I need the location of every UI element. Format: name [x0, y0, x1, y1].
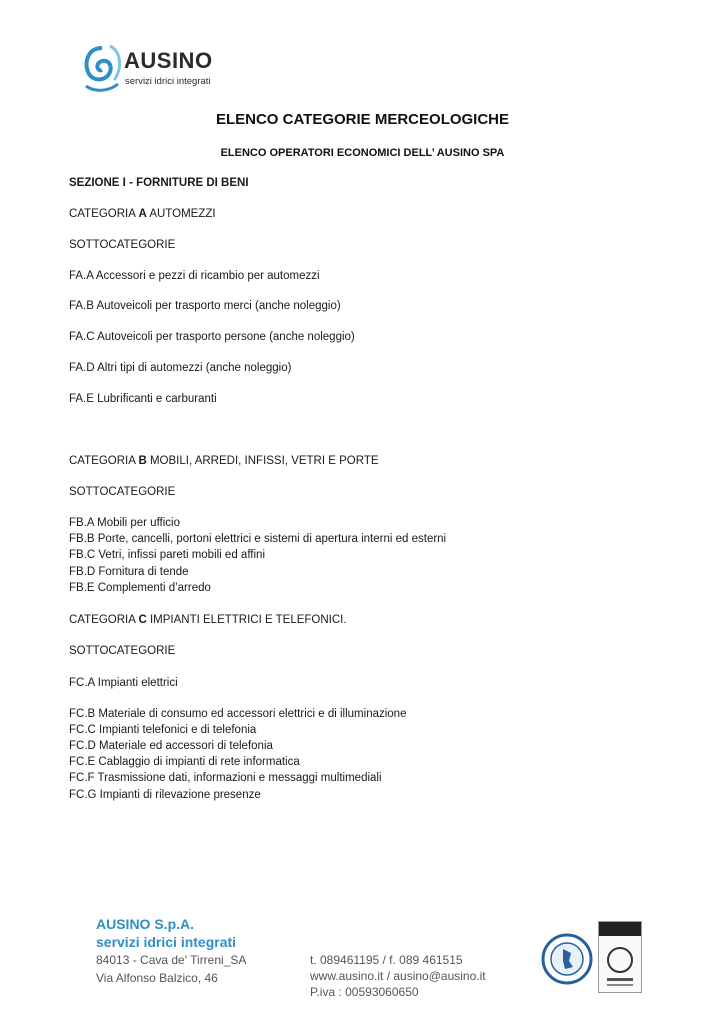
page-subtitle: ELENCO OPERATORI ECONOMICI DELL’ AUSINO SPA	[220, 147, 505, 159]
category-letter: A	[138, 208, 147, 220]
footer-address-2: Via Alfonso Balzico, 46	[96, 971, 218, 985]
list-item: FA.D Altri tipi di automezzi (anche noleggio)	[69, 362, 292, 374]
category-b-heading	[69, 455, 379, 467]
list-item: FA.B Autoveicoli per trasporto merci (anche noleggio)	[69, 300, 341, 312]
kiwa-mark-icon	[599, 936, 641, 992]
page-title: ELENCO CATEGORIE MERCEOLOGICHE	[215, 111, 510, 128]
list-item: FA.C Autoveicoli per trasporto persone (anche noleggio)	[69, 331, 355, 343]
ausino-logo	[80, 40, 245, 108]
list-item: FC.C Impianti telefonici e di telefonia	[69, 724, 257, 736]
list-item: FC.A Impianti elettrici	[69, 677, 178, 689]
list-item: FB.B Porte, cancelli, portoni elettrici e sistemi di apertura interni ed esterni	[69, 533, 447, 545]
list-item: FC.G Impianti di rilevazione presenze	[69, 789, 261, 801]
category-b-sublabel: SOTTOCATEGORIE	[69, 486, 176, 498]
list-item: FA.A Accessori e pezzi di ricambio per automezzi	[69, 270, 320, 282]
footer-company: AUSINO S.p.A.	[96, 916, 195, 932]
section-heading: SEZIONE I - FORNITURE DI BENI	[69, 177, 249, 189]
ausino-wave-logo-icon	[80, 40, 124, 100]
footer-address-1: 84013 - Cava de' Tirreni_SA	[96, 953, 247, 967]
list-item: FC.F Trasmissione dati, informazioni e messaggi multimediali	[69, 772, 382, 784]
category-prefix: CATEGORIA	[69, 208, 136, 220]
list-item: FC.D Materiale ed accessori di telefonia	[69, 740, 273, 752]
category-c-heading	[69, 614, 347, 626]
list-item: FA.E Lubrificanti e carburanti	[69, 393, 217, 405]
category-letter: B	[138, 455, 147, 467]
category-a-sublabel: SOTTOCATEGORIE	[69, 239, 176, 251]
category-prefix: CATEGORIA	[69, 455, 136, 467]
category-c-sublabel: SOTTOCATEGORIE	[69, 645, 176, 657]
list-item: FB.D Fornitura di tende	[69, 566, 189, 578]
category-letter: C	[138, 614, 147, 626]
footer-phone: t. 089461195 / f. 089 461515	[310, 953, 463, 967]
category-name: IMPIANTI ELETTRICI E TELEFONICI.	[149, 614, 347, 626]
category-prefix: CATEGORIA	[69, 614, 136, 626]
category-name: MOBILI, ARREDI, INFISSI, VETRI E PORTE	[149, 455, 379, 467]
footer-company-block	[96, 916, 296, 986]
logo-brand: AUSINO	[124, 48, 213, 73]
footer-contacts	[310, 952, 486, 1000]
category-name: AUTOMEZZI	[149, 208, 216, 220]
kiwa-seal-icon	[598, 921, 642, 993]
footer-web: www.ausino.it / ausino@ausino.it	[310, 969, 486, 983]
list-item: FB.E Complementi d’arredo	[69, 582, 211, 594]
list-item: FB.C Vetri, infissi pareti mobili ed affini	[69, 549, 266, 561]
accredia-seal-icon	[541, 933, 593, 985]
list-item: FC.E Cablaggio di impianti di rete informatica	[69, 756, 300, 768]
footer-services: servizi idrici integrati	[96, 934, 237, 950]
logo-tagline: servizi idrici integrati	[125, 76, 211, 87]
kiwa-header-bar	[599, 922, 641, 936]
footer-piva: P.iva : 00593060650	[310, 985, 419, 999]
list-item: FB.A Mobili per ufficio	[69, 517, 181, 529]
list-item: FC.B Materiale di consumo ed accessori elettrici e di illuminazione	[69, 708, 407, 720]
category-a-heading	[69, 208, 216, 220]
